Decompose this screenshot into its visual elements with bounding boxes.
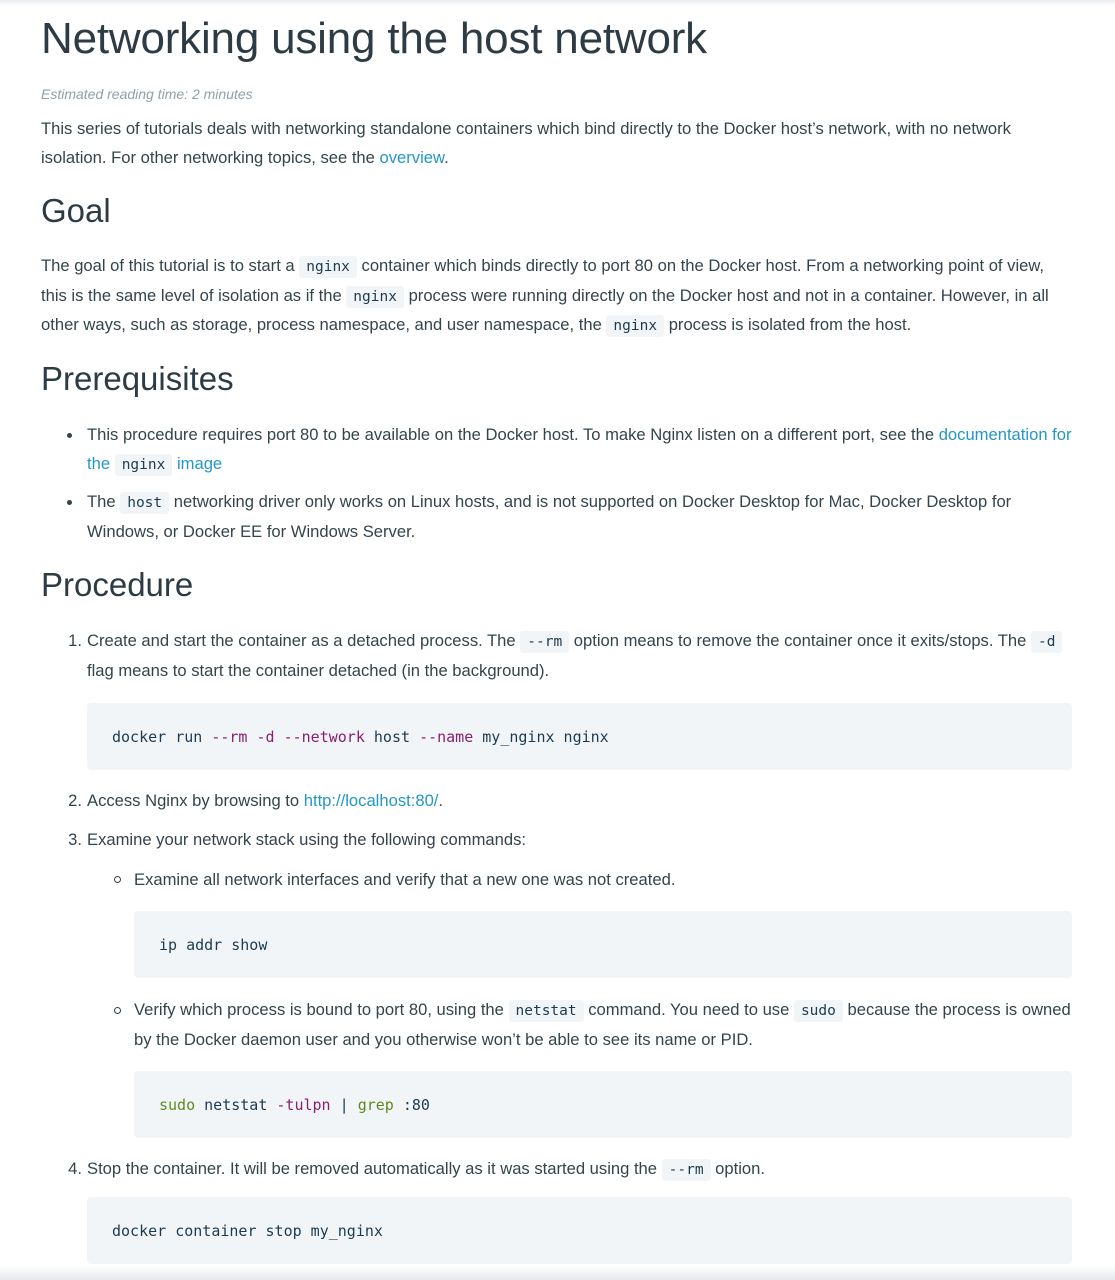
inline-code-nginx: nginx bbox=[346, 286, 404, 308]
prereq-item-host-driver bbox=[87, 488, 1072, 546]
code-token: sudo bbox=[159, 1095, 196, 1114]
step-number: 4. bbox=[68, 1159, 82, 1178]
intro-paragraph bbox=[41, 115, 1072, 172]
step-3-sub-2-text-a: Verify which process is bound to port 80, using the bbox=[134, 1000, 509, 1019]
localhost-link[interactable]: http://localhost:80/ bbox=[303, 791, 439, 810]
page-title: Networking using the host network bbox=[41, 14, 707, 63]
code-token: my_nginx nginx bbox=[473, 727, 609, 746]
inline-code-rm: --rm bbox=[662, 1159, 711, 1181]
code-token: -tulpn bbox=[276, 1095, 331, 1114]
step-2-text-a: Access Nginx by browsing to bbox=[87, 791, 304, 810]
prereq-item-port-text: This procedure requires port 80 to be available on the Docker host. To make Nginx listen on a different port, see the bbox=[87, 425, 939, 444]
step-3-sub-2-text-b: command. You need to use bbox=[583, 1000, 794, 1019]
step-2-text bbox=[87, 787, 1072, 816]
goal-heading: Goal bbox=[41, 192, 111, 229]
goal-text-1: The goal of this tutorial is to start a bbox=[41, 256, 300, 275]
step-1-text-a: Create and start the container as a detached process. The bbox=[87, 631, 521, 650]
code-token: host bbox=[364, 727, 420, 746]
goal-paragraph bbox=[41, 252, 1072, 341]
step-4-text-a: Stop the container. It will be removed automatically as it was started using the bbox=[87, 1159, 662, 1178]
bullet-icon bbox=[67, 433, 72, 438]
step-3-text: Examine your network stack using the following commands: bbox=[87, 830, 527, 849]
step-4-text-b: option. bbox=[710, 1159, 765, 1178]
code-block-ip-addr[interactable]: ip addr show bbox=[134, 911, 1072, 978]
code-token: --rm -d --network bbox=[211, 727, 365, 746]
step-number: 2. bbox=[68, 791, 82, 810]
intro-end: . bbox=[444, 147, 449, 167]
sub-bullet-icon bbox=[114, 876, 121, 883]
inline-code-nginx: nginx bbox=[606, 315, 664, 337]
goal-text-4: process is isolated from the host. bbox=[664, 315, 912, 334]
inline-code-nginx[interactable]: nginx bbox=[115, 454, 173, 476]
inline-code-nginx: nginx bbox=[299, 256, 357, 278]
sub-bullet-icon bbox=[114, 1007, 121, 1014]
nginx-docs-link-text-end[interactable]: image bbox=[172, 453, 223, 473]
code-block-docker-run[interactable] bbox=[87, 703, 1072, 770]
step-number: 3. bbox=[68, 830, 82, 849]
step-4-text bbox=[87, 1155, 1072, 1185]
inline-code-d: -d bbox=[1031, 631, 1062, 653]
code-token: grep bbox=[357, 1095, 394, 1114]
step-1-text-c: flag means to start the container detached (in the background). bbox=[87, 660, 550, 680]
inline-code-sudo: sudo bbox=[794, 1000, 843, 1022]
code-token: docker run bbox=[112, 727, 212, 746]
step-3-sub-2-text bbox=[134, 996, 1072, 1054]
code-token: | bbox=[330, 1095, 358, 1114]
inline-code-netstat: netstat bbox=[509, 1000, 584, 1022]
nginx-docs-link-text[interactable]: documentation for the bbox=[87, 425, 1072, 473]
intro-text: This series of tutorials deals with networking standalone containers which bind directly to the Docker host’s network, with no network isolation. For other networking topics, see the bbox=[41, 119, 1011, 167]
step-1-text-b: option means to remove the container once it exits/stops. The bbox=[569, 631, 1031, 650]
reading-time: Estimated reading time: 2 minutes bbox=[41, 86, 253, 102]
overview-link[interactable]: overview bbox=[379, 147, 445, 167]
goal-text-3: process were running directly on the Docker host and not in a container. However, in all other ways, such as storage, process namespace, and user namespace, the bbox=[41, 285, 1049, 334]
code-block-container-stop[interactable]: docker container stop my_nginx bbox=[87, 1197, 1072, 1264]
step-2-text-b: . bbox=[438, 791, 444, 810]
step-1-text bbox=[87, 627, 1072, 685]
step-3-sub-1-text: Examine all network interfaces and verify that a new one was not created. bbox=[134, 870, 676, 889]
procedure-heading: Procedure bbox=[41, 566, 194, 603]
step-3-sub-2-text-c: because the process is owned by the Docker daemon user and you otherwise won’t be able to see its name or PID. bbox=[134, 1000, 1071, 1049]
prereq-item-port bbox=[87, 421, 1072, 479]
bottom-shadow bbox=[0, 1266, 1115, 1280]
prerequisites-heading: Prerequisites bbox=[41, 360, 234, 397]
inline-code-rm: --rm bbox=[520, 631, 569, 653]
inline-code-host: host bbox=[120, 492, 169, 514]
code-token: :80 bbox=[393, 1095, 430, 1114]
prereq-item-host-text-b: networking driver only works on Linux hosts, and is not supported on Docker Desktop for Mac, Docker Desktop for Windows, or Docker EE for Windows Server. bbox=[87, 492, 1012, 541]
prereq-item-host-text-a: The bbox=[87, 492, 121, 511]
bullet-icon bbox=[67, 500, 72, 505]
code-block-netstat[interactable] bbox=[134, 1071, 1072, 1138]
code-token: --name bbox=[419, 727, 474, 746]
top-shadow bbox=[0, 0, 1115, 6]
goal-text-2: container which binds directly to port 80 on the Docker host. From a networking point of view, this is the same level of isolation as if the bbox=[41, 256, 1045, 305]
step-number: 1. bbox=[68, 631, 82, 650]
code-token: netstat bbox=[195, 1095, 277, 1114]
